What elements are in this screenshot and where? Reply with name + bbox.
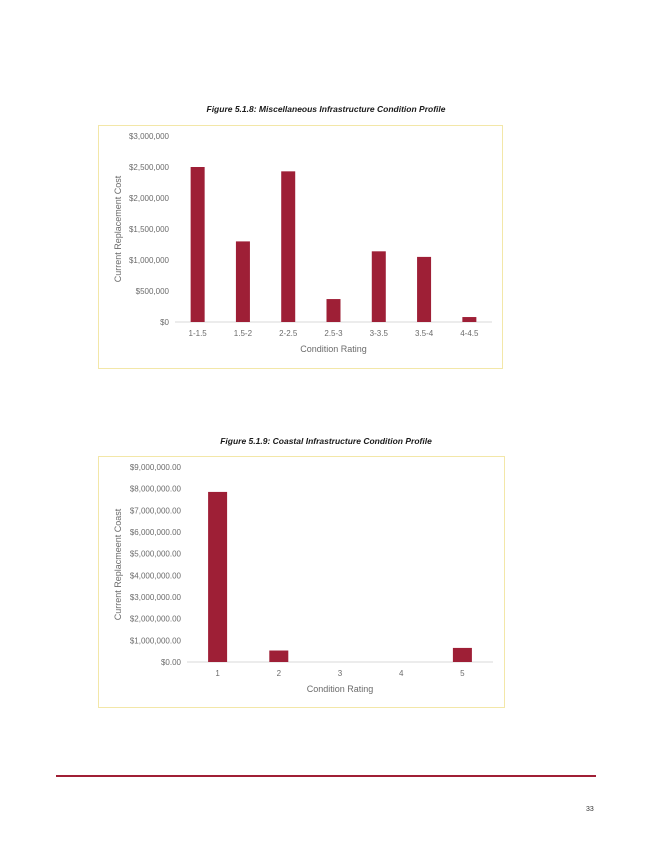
- chart-miscellaneous-infrastructure: [98, 125, 503, 369]
- y-tick-label: $9,000,000.00: [129, 463, 181, 472]
- y-tick-label: $0: [160, 318, 169, 327]
- figure-caption-miscellaneous: Figure 5.1.8: Miscellaneous Infrastructure Condition Profile: [206, 104, 446, 114]
- bar-1.5-2: [236, 241, 250, 322]
- x-tick-label: 1: [215, 669, 220, 678]
- x-tick-label: 3-3.5: [369, 329, 388, 338]
- chart-coastal-infrastructure: [98, 456, 505, 708]
- x-axis-title: Condition Rating: [306, 684, 374, 694]
- y-tick-label: $2,000,000: [128, 194, 169, 203]
- x-tick-label: 3: [337, 669, 343, 678]
- x-tick-label: 5: [460, 669, 465, 678]
- bar-chart-miscellaneous: [99, 126, 502, 368]
- y-tick-label: $6,000,000.00: [129, 528, 181, 537]
- bar-3-3.5: [372, 251, 386, 322]
- x-tick-label: 4: [398, 669, 404, 678]
- bar-1: [208, 492, 227, 662]
- y-axis-title: Current Replacmeent Coast: [113, 508, 123, 621]
- bar-chart-coastal: [99, 457, 504, 707]
- bar-2-2.5: [281, 171, 295, 322]
- y-tick-label: $1,000,000: [128, 256, 169, 265]
- figure-caption-coastal: Figure 5.1.9: Coastal Infrastructure Condition Profile: [220, 436, 432, 446]
- y-tick-label: $0.00: [160, 658, 181, 667]
- x-axis-title: Condition Rating: [300, 344, 367, 354]
- bar-4-4.5: [462, 317, 476, 322]
- x-tick-label: 1-1.5: [188, 329, 207, 338]
- bar-2: [269, 651, 288, 662]
- footer-rule: [56, 775, 596, 777]
- y-tick-label: $1,000,000.00: [129, 636, 181, 646]
- page-number: 33: [586, 806, 594, 813]
- x-tick-label: 2: [276, 669, 282, 678]
- bar-2.5-3: [327, 299, 341, 322]
- y-tick-label: $500,000: [135, 287, 169, 296]
- y-tick-label: $4,000,000.00: [129, 571, 181, 581]
- y-tick-label: $1,500,000: [128, 225, 169, 234]
- y-axis-title: Current Replacement Cost: [113, 175, 123, 283]
- y-tick-label: $2,500,000: [128, 163, 169, 172]
- bar-5: [453, 648, 472, 662]
- y-tick-label: $8,000,000.00: [129, 484, 181, 494]
- y-tick-label: $5,000,000.00: [129, 549, 181, 559]
- bar-3.5-4: [417, 257, 431, 322]
- x-tick-label: 4-4.5: [460, 329, 479, 338]
- y-tick-label: $3,000,000: [128, 132, 169, 141]
- y-tick-label: $3,000,000.00: [129, 593, 181, 602]
- x-tick-label: 2-2.5: [279, 329, 298, 338]
- y-tick-label: $2,000,000.00: [129, 614, 181, 624]
- y-tick-label: $7,000,000.00: [129, 506, 181, 516]
- x-tick-label: 2.5-3: [324, 329, 343, 338]
- x-tick-label: 1.5-2: [233, 329, 253, 338]
- x-tick-label: 3.5-4: [414, 329, 434, 338]
- bar-1-1.5: [191, 167, 205, 322]
